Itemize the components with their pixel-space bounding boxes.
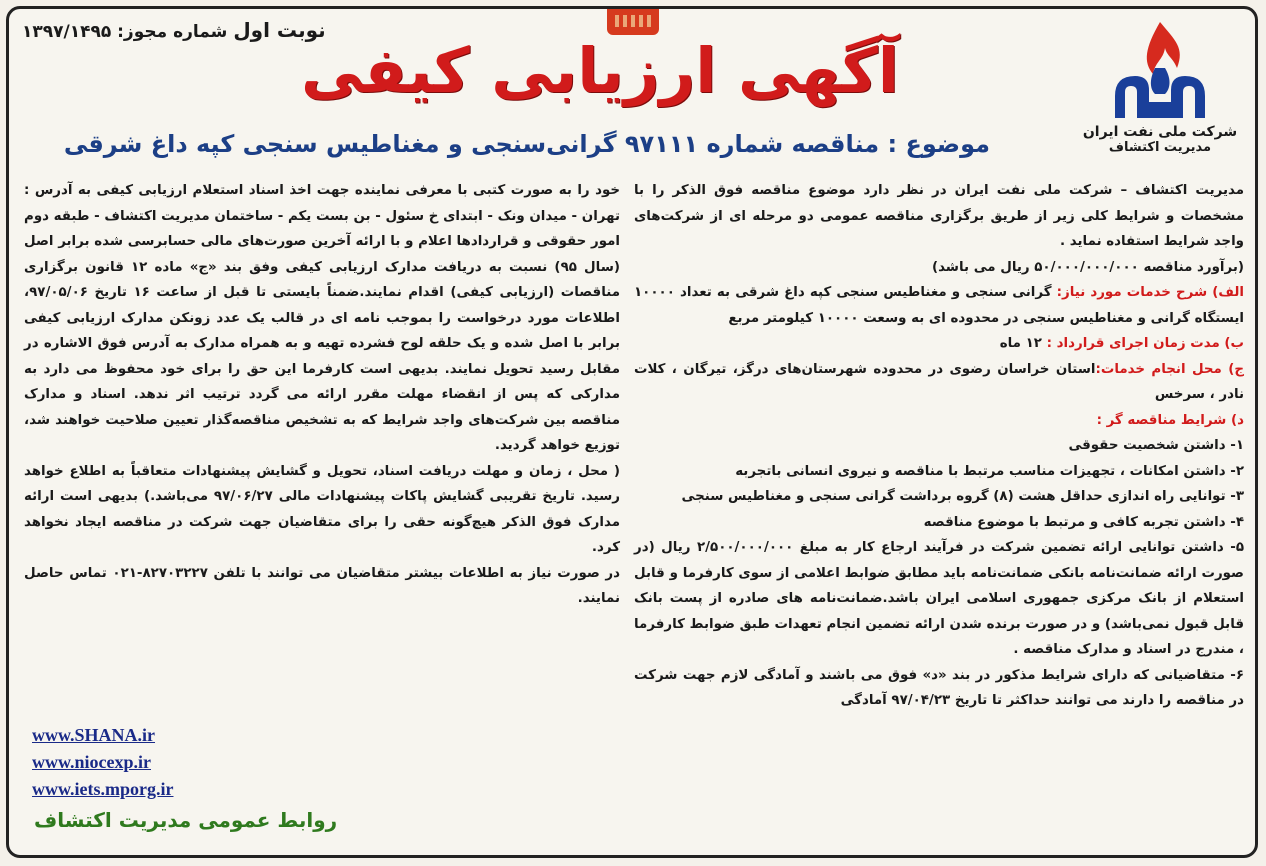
condition-item: ۱- داشتن شخصیت حقوقی [1068,438,1244,453]
condition-item: ۲- داشتن امکانات ، تجهیزات مناسب مرتبط با مناقصه و نیروی انسانی باتجربه [735,463,1244,479]
section-jim [634,357,1244,408]
estimate-line: (برآورد مناقصه ۵۰/۰۰۰/۰۰۰/۰۰۰ ریال می باشد) [931,259,1244,275]
condition-item: ۴- داشتن تجربه کافی و مرتبط با موضوع مناقصه [923,514,1244,530]
permit-number: شماره مجوز: ۱۳۹۷/۱۴۹۵ [22,22,228,42]
link-shana[interactable]: www.SHANA.ir [32,725,156,745]
section-alef-text: گرانی سنجی و مغناطیس سنجی کپه داغ شرقی به تعداد ۱۰۰۰۰ ایستگاه گرانی و مغناطیس سنجی در محدوده ای به وسعت ۱۰۰۰۰ کیلومتر مربع [634,285,1244,326]
section-be-label: ب) مدت زمان اجرای قرارداد : [1046,336,1244,351]
link-iets[interactable]: www.iets.mporg.ir [32,779,174,799]
ad-subject: موضوع : مناقصه شماره ۹۷۱۱۱ گرانی‌سنجی و مغناطیس سنجی کپه داغ شرقی [63,130,990,158]
section-jim-text: استان خراسان رضوی در محدوده شهرستان‌های درگز، تیرگان ، کلات نادر ، سرخس [634,361,1244,402]
ad-title: آگهی ارزیابی کیفی [300,34,900,107]
round-label: نوبت اول [233,18,326,42]
contact-paragraph: در صورت نیاز به اطلاعات بیشتر متقاضیان می توانند با تلفن ۸۲۷۰۳۲۲۷-۰۲۱ تماس حاصل نمایند. [24,565,621,606]
left-column [24,178,620,612]
public-relations-signature: روابط عمومی مدیریت اکتشاف [34,808,338,832]
website-links [32,722,173,803]
section-alef [634,280,1244,331]
link-niocexp[interactable]: www.niocexp.ir [32,752,151,772]
top-tab-decoration [607,9,659,35]
intro-paragraph: مدیریت اکتشاف – شرکت ملی نفت ایران در نظر دارد موضوع مناقصه فوق الذکر را با مشخصات و شرایط کلی زیر از طریق برگزاری مناقصه عمومی دو مرحله ای از شرکت‌های واجد شرایط استفاده نماید . [634,183,1244,249]
right-column [634,178,1244,714]
schedule-paragraph: ( محل ، زمان و مهلت دریافت اسناد، تحویل و گشایش پیشنهادات متعاقباً به اطلاع خواهد رسید. تاریخ تقریبی گشایش پاکات پیشنهادات مالی ۹۷/۰۶/۲۷ می‌باشد.) بدیهی است ارائه مدارک فوق الذکر هیچ‌گونه حقی را برای متقاضیان جهت شرکت در مناقصه ایجاد نخواهد کرد. [24,463,620,555]
nioc-logo [1080,18,1240,168]
nioc-flame-icon [1105,18,1215,122]
logo-department: مدیریت اکتشاف [1108,140,1212,155]
section-dal-label: د) شرایط مناقصه گر : [1096,412,1244,428]
section-alef-label: الف) شرح خدمات مورد نیاز: [1056,285,1244,300]
section-be [634,331,1244,357]
condition-item: ۳- توانایی راه اندازی حداقل هشت (۸) گروه برداشت گرانی سنجی و مغناطیس سنجی [681,489,1244,504]
submission-paragraph: خود را به صورت کتبی با معرفی نماینده جهت اخذ اسناد استعلام ارزیابی کیفی به آدرس : تهران - میدان ونک - ابتدای خ سئول - بن بست یکم - ساختمان مدیریت اکتشاف - طبقه دوم امور حقوقی و قراردادها اعلام و با ارائه آخرین صورت‌های مالی حسابرسی شده برابر اصل (سال ۹۵) نسبت به دریافت مدارک ارزیابی کیفی وفق بند «ج» ماده ۱۲ قانون برگزاری مناقصات (ارزیابی کیفی) اقدام نمایند.ضمناً بایستی تا قبل از ساعت ۱۶ تاریخ ۹۷/۰۵/۰۶، اطلاعات مورد درخواست را بموجب نامه ای در قالب یک عدد زونکن مدارک ارزیابی کیفی برابر با اصل شده و یک حلقه لوح فشرده تهیه و به همراه مدارک به آدرس فوق الاشاره در مقابل رسید تحویل نمایند. بدیهی است کارفرما این حق را برای خود محفوظ می دارد به مدارکی که پس از انقضاء مهلت مقرر ارائه می گردد ترتیب اثر ندهد. اسناد و مدارک مناقصه بین شرکت‌های واجد شرایط که به تشخیص مناقصه‌گذار تعیین صلاحیت خواهند شد، توزیع خواهد گردید. [24,183,620,453]
condition-item: ۵- داشتن توانایی ارائه تضمین شرکت در فرآیند ارجاع کار به مبلغ ۲/۵۰۰/۰۰۰/۰۰۰ ریال (در صورت ارائه ضمانت‌نامه بانکی ضمانت‌نامه باید مطابق ضوابط اعلامی از سوی کارفرما و قابل استعلام از بانک مرکزی جمهوری اسلامی ایران باشد.ضمانت‌نامه های صادره از پست بانک قابل قبول نمی‌باشد) و در صورت برنده شدن ارائه تضمین انجام تعهدات طبق ضوابط کارفرما ، مندرج در اسناد و مدارک مناقصه . [634,540,1244,657]
section-jim-label: ج) محل انجام خدمات: [1095,361,1245,377]
logo-company-name: شرکت ملی نفت ایران [1082,124,1238,140]
section-be-text: ۱۲ ماه [999,336,1047,351]
condition-item: ۶- متقاضیانی که دارای شرایط مذکور در بند «د» فوق می باشند و آمادگی لازم جهت شرکت در مناقصه را دارند می توانند حداکثر تا تاریخ ۹۷/۰۴/۲۳ آمادگی [634,667,1244,708]
